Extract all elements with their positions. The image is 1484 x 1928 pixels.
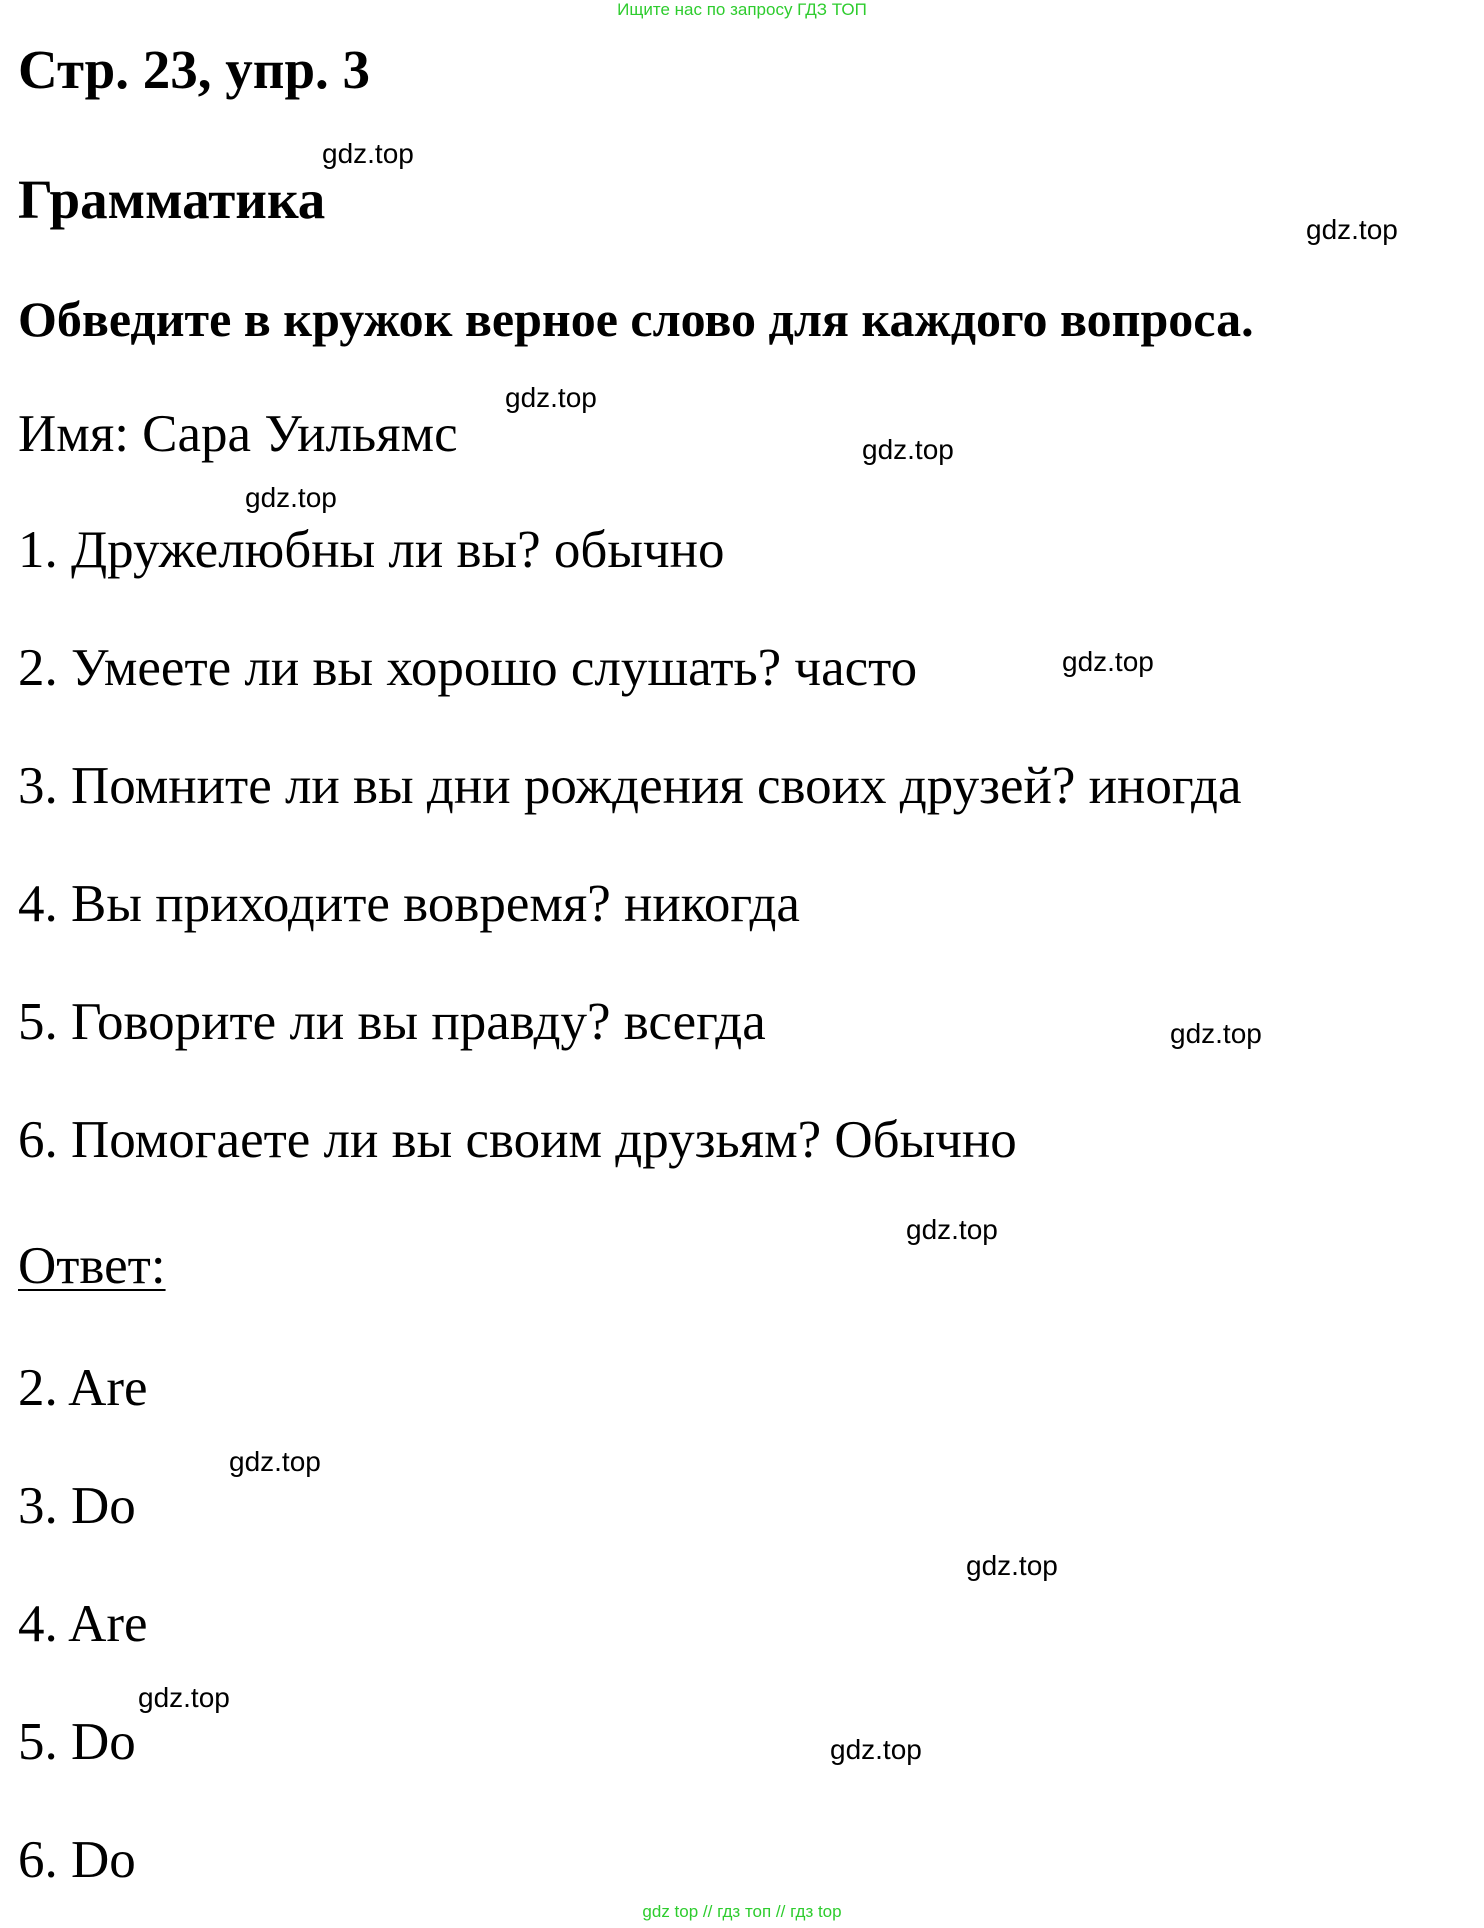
answer-item: 3. Do (18, 1477, 136, 1535)
watermark: gdz.top (1062, 646, 1154, 677)
watermark: gdz.top (1170, 1018, 1262, 1049)
section-heading: Грамматика (18, 169, 326, 230)
watermark: gdz.top (138, 1682, 230, 1713)
answer-label: Ответ: (18, 1237, 166, 1295)
footer-links: gdz top // гдз топ // гдз top (642, 1902, 842, 1921)
watermark: gdz.top (505, 382, 597, 413)
watermark: gdz.top (906, 1214, 998, 1245)
question-item: 4. Вы приходите вовремя? никогда (18, 875, 800, 933)
answer-item: 2. Are (18, 1359, 148, 1417)
question-item: 5. Говорите ли вы правду? всегда (18, 993, 766, 1051)
question-item: 6. Помогаете ли вы своим друзьям? Обычно (18, 1111, 1017, 1169)
watermark: gdz.top (966, 1550, 1058, 1581)
question-item: 1. Дружелюбны ли вы? обычно (18, 521, 725, 579)
watermark: gdz.top (245, 482, 337, 513)
question-item: 2. Умеете ли вы хорошо слушать? часто (18, 639, 918, 697)
watermark: gdz.top (830, 1734, 922, 1765)
watermark: gdz.top (229, 1446, 321, 1477)
answer-item: 4. Are (18, 1595, 148, 1653)
name-line: Имя: Сара Уильямс (18, 405, 458, 463)
answer-item: 6. Do (18, 1831, 136, 1889)
watermark: gdz.top (1306, 214, 1398, 245)
question-item: 3. Помните ли вы дни рождения своих друзей? иногда (18, 757, 1242, 815)
watermark: gdz.top (862, 434, 954, 465)
top-banner: Ищите нас по запросу ГДЗ ТОП (617, 0, 867, 19)
exercise-instruction: Обведите в кружок верное слово для каждого вопроса. (18, 291, 1254, 347)
answer-item: 5. Do (18, 1713, 136, 1771)
page-title: Стр. 23, упр. 3 (18, 39, 371, 100)
watermark: gdz.top (322, 138, 414, 169)
